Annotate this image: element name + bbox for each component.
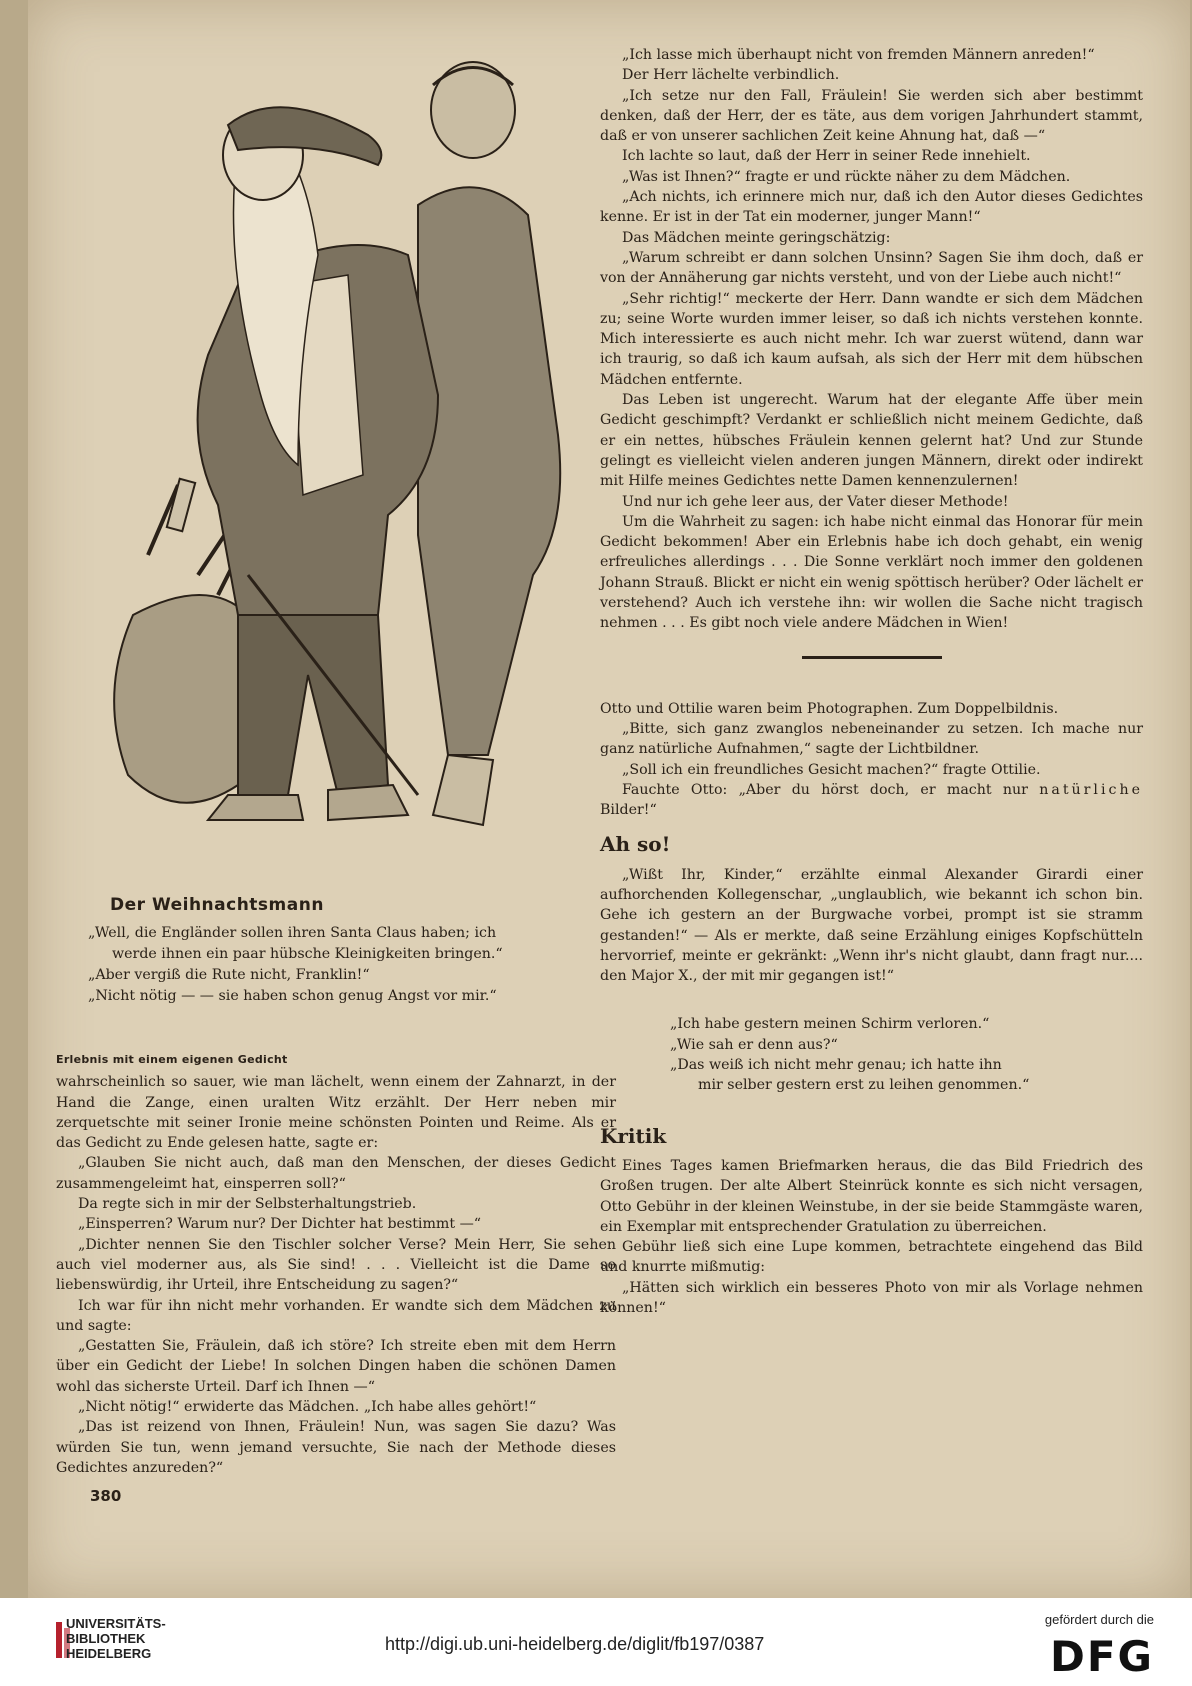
story-paragraph: Das Mädchen meinte geringschätzig:	[622, 229, 891, 246]
story-paragraph: „Glauben Sie nicht auch, daß man den Menschen, der dieses Gedicht zusammengeleimt hat, einsperren soll?“	[56, 1155, 616, 1192]
joke-line: „Wie sah er denn aus?“	[670, 1036, 838, 1053]
dfg-logo[interactable]: DFG	[1049, 1632, 1154, 1681]
story-paragraph: Der Herr lächelte verbindlich.	[622, 67, 840, 84]
otto-last-lead: Fauchte Otto: „Aber du hörst doch, er macht nur	[622, 781, 1028, 798]
story-paragraph: „Gestatten Sie, Fräulein, daß ich störe? Ich streite eben mit dem Herrn über ein Gedicht der Liebe! In solchen Dingen haben die schönen Damen wohl das sicherste Urteil. Darf ich Ihnen —“	[56, 1338, 616, 1395]
ahso-text: „Wißt Ihr, Kinder,“ erzählte einmal Alexander Girardi einer aufhorchenden Kollegenschar, „unglaublich, wie bekannt ich schon bin. Gehe ich gestern an der Burgwache vorbei, prompt ist sie stramm gestanden!“ — Als er merkte, daß seine Erzählung einiges Kopfschütteln hervorrief, meinte er gekränkt: „Wenn ihr's nicht glaubt, dann fragt nur.... den Major X., der mit mir gegangen ist!“	[600, 866, 1143, 985]
kritik-paragraph: Gebühr ließ sich eine Lupe kommen, betrachtete eingehend das Bild und knurrte mißmutig:	[600, 1239, 1143, 1276]
page-number: 380	[90, 1487, 122, 1505]
story-paragraph: „Das ist reizend von Ihnen, Fräulein! Nun, was sagen Sie dazu? Was würden Sie tun, wenn jemand versuchte, Sie nach der Methode dieses Gedichtes anzureden?“	[56, 1419, 616, 1476]
funded-by-text: gefördert durch die	[1044, 1612, 1154, 1627]
story-paragraph: „Einsperren? Warum nur? Der Dichter hat bestimmt —“	[78, 1216, 482, 1233]
otto-last-line	[600, 780, 1143, 821]
story-paragraph: Das Leben ist ungerecht. Warum hat der elegante Affe über mein Gedicht geschimpft? Verdankt er schließlich nicht meinem Gedichte, daß er ein nettes, hübsches Fräulein kennen gelernt hat? Und zur Stunde gelingt es vielleicht vielen anderen jungen Männern, direkt oder indirekt mit Hilfe meines Gedichtes nette Damen kennenzulernen!	[600, 392, 1143, 490]
story-paragraph: „Nicht nötig!“ erwiderte das Mädchen. „Ich habe alles gehört!“	[78, 1399, 537, 1416]
story-paragraph: Um die Wahrheit zu sagen: ich habe nicht einmal das Honorar für mein Gedicht bekommen! Aber ein Erlebnis habe ich doch gehabt, ein wenig erfreuliches allerdings . . . Die Sonne verklärt noch immer den goldenen Johann Strauß. Blickt er nicht ein wenig spöttisch herüber? Oder lächelt er verstehend? Auch ich verstehe ihn: wir wollen die Sache nicht tragisch nehmen . . . Es gibt noch viele andere Mädchen in Wien!	[600, 513, 1143, 632]
story-paragraph: „Ach nichts, ich erinnere mich nur, daß ich den Autor dieses Gedichtes kenne. Er ist in der Tat ein moderner, junger Mann!“	[600, 189, 1143, 226]
magazine-page	[28, 0, 1190, 1598]
caption-line: werde ihnen ein paar hübsche Kleinigkeiten bringen.“	[112, 946, 503, 962]
uni-name-line: BIBLIOTHEK	[66, 1631, 146, 1646]
caption-line: „Well, die Engländer sollen ihren Santa Claus haben; ich	[88, 925, 497, 941]
university-library-name[interactable]	[66, 1616, 166, 1661]
story-paragraph: Da regte sich in mir der Selbsterhaltungstrieb.	[78, 1196, 417, 1213]
story-paragraph: wahrscheinlich so sauer, wie man lächelt, wenn einem der Zahnarzt, in der Hand die Zange, einen uralten Witz erzählt. Der Herr neben mir zerquetschte mit seiner Ironie meine schönsten Pointen und Reime. Als er das Gedicht zu Ende gelesen hatte, sagte er:	[56, 1074, 616, 1152]
joke-line: „Ich habe gestern meinen Schirm verloren.“	[670, 1016, 990, 1033]
joke-line: mir selber gestern erst zu leihen genommen.“	[698, 1077, 1030, 1094]
uni-name-line: UNIVERSITÄTS-	[66, 1616, 166, 1631]
story-paragraph: Und nur ich gehe leer aus, der Vater dieser Methode!	[622, 493, 1009, 510]
permalink-url[interactable]: http://digi.ub.uni-heidelberg.de/diglit/fb197/0387	[385, 1634, 765, 1654]
otto-first-paragraph: Otto und Ottilie waren beim Photographen. Zum Doppelbildnis.	[600, 700, 1059, 717]
kritik-heading: Kritik	[600, 1123, 667, 1148]
caption-line: „Aber vergiß die Rute nicht, Franklin!“	[88, 967, 370, 983]
story-paragraph: „Ich lasse mich überhaupt nicht von fremden Männern anreden!“	[622, 47, 1095, 63]
story-paragraph: Ich lachte so laut, daß der Herr in seiner Rede innehielt.	[622, 148, 1031, 165]
story-paragraph: „Warum schreibt er dann solchen Unsinn? Sagen Sie ihm doch, daß er von der Annäherung gar nichts versteht, und von der Liebe auch nicht!“	[600, 249, 1143, 287]
story-paragraph: „Ich setze nur den Fall, Fräulein! Sie werden sich aber bestimmt denken, daß der Herr, der es täte, aus dem vorigen Jahrhundert stammt, daß er von unserer sachlichen Zeit keine Ahnung hat, daß —“	[600, 87, 1143, 145]
ahso-heading: Ah so!	[600, 832, 671, 857]
schirm-joke	[670, 1014, 1143, 1095]
right-column	[600, 45, 1143, 1318]
story-paragraph: Ich war für ihn nicht mehr vorhanden. Er wandte sich dem Mädchen zu und sagte:	[56, 1297, 616, 1334]
santa-cartoon-illustration	[88, 55, 608, 905]
joke-line: „Das weiß ich nicht mehr genau; ich hatte ihn	[670, 1057, 1002, 1074]
caption-title: Der Weihnachtsmann	[110, 895, 324, 915]
caption-line: „Nicht nötig — — sie haben schon genug Angst vor mir.“	[88, 988, 497, 1004]
caption-block	[88, 895, 608, 1007]
story-paragraph: „Sehr richtig!“ meckerte der Herr. Dann wandte er sich dem Mädchen zu; seine Worte wurden immer leiser, so daß ich nichts verstehen konnte. Mich interessierte es auch nicht mehr. Ich war zuerst wütend, dann war ich traurig, so daß ich kaum aufsah, als sich der Herr mit dem hübschen Mädchen entfernte.	[600, 290, 1143, 388]
story-paragraph: „Dichter nennen Sie den Tischler solcher Verse? Mein Herr, Sie sehen auch viel moderner aus, als Sie sind! . . . Vielleicht ist die Dame so liebenswürdig, ihr Urteil, ihre Entscheidung zu sagen?“	[56, 1236, 616, 1294]
otto-last-tail: Bilder!“	[600, 802, 657, 819]
left-story-column	[56, 1050, 616, 1478]
kritik-paragraph: „Hätten sich wirklich ein besseres Photo von mir als Vorlage nehmen können!“	[600, 1279, 1143, 1317]
kritik-paragraph: Eines Tages kamen Briefmarken heraus, die das Bild Friedrich des Großen trugen. Der alte Albert Steinrück konnte es sich nicht versagen, Otto Gebühr in der kleinen Weinstube, in der sie beide Stammgäste waren, ein Exemplar mit entsprechender Gratulation zu überreichen.	[600, 1157, 1143, 1235]
footer-bar	[0, 1598, 1192, 1686]
otto-line: „Soll ich ein freundliches Gesicht machen?“ fragte Ottilie.	[622, 761, 1041, 778]
story-paragraph: „Was ist Ihnen?“ fragte er und rückte näher zu dem Mädchen.	[622, 168, 1071, 185]
uni-name-line: HEIDELBERG	[66, 1646, 152, 1661]
story-continuation-heading: Erlebnis mit einem eigenen Gedicht	[56, 1053, 288, 1066]
section-divider	[802, 656, 942, 659]
otto-spaced-word: natürliche	[1039, 781, 1143, 798]
otto-line: „Bitte, sich ganz zwanglos nebeneinander zu setzen. Ich mache nur ganz natürliche Aufnahmen,“ sagte der Lichtbildner.	[600, 720, 1143, 758]
